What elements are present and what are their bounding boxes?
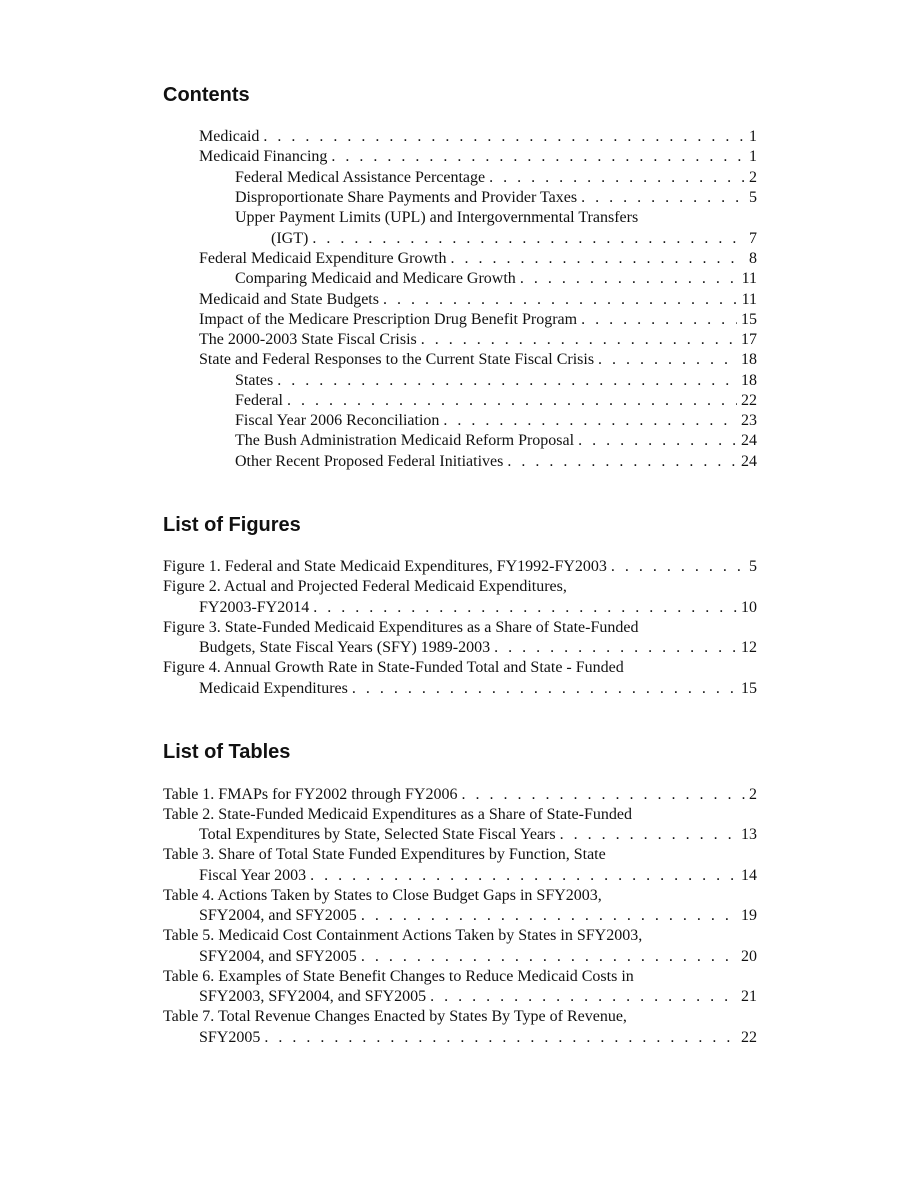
- toc-entry-page: 22: [741, 392, 757, 409]
- figure-entry-text: Figure 1. Federal and State Medicaid Expenditures, FY1992-FY2003: [163, 558, 607, 575]
- toc-entry: [235, 168, 757, 188]
- figure-entry-page: 5: [749, 558, 757, 575]
- figure-entry: [199, 638, 757, 658]
- table-entry-continuation: SFY2003, SFY2004, and SFY2005: [199, 988, 427, 1005]
- figure-entry-continuation: Medicaid Expenditures: [199, 680, 348, 697]
- toc-entry-text: Comparing Medicaid and Medicare Growth: [235, 270, 516, 287]
- table-entry-page: 21: [741, 988, 757, 1005]
- toc-entry-text: Federal Medical Assistance Percentage: [235, 169, 486, 186]
- table-entry-page: 20: [741, 948, 757, 965]
- table-entry: [199, 866, 757, 886]
- toc-entry-page: 18: [741, 372, 757, 389]
- toc-entry: [199, 147, 757, 167]
- leader-dots: [494, 638, 737, 658]
- table-entry-continuation: Fiscal Year 2003: [199, 867, 307, 884]
- table-entry-page: 13: [741, 826, 757, 843]
- leader-dots: [312, 229, 745, 249]
- toc-entry: [235, 188, 757, 208]
- table-entry-continuation: Total Expenditures by State, Selected State Fiscal Years: [199, 826, 556, 843]
- figures-heading: List of Figures: [163, 514, 301, 536]
- toc-entry-page: 2: [749, 169, 757, 186]
- leader-dots: [581, 310, 737, 330]
- table-entry: [199, 825, 757, 845]
- toc-entry-text: Disproportionate Share Payments and Provider Taxes: [235, 189, 578, 206]
- toc-entry-text: States: [235, 372, 274, 389]
- toc-entry-page: 7: [749, 230, 757, 247]
- toc-entry-page: 18: [741, 351, 757, 368]
- toc-entry-text: Federal: [235, 392, 283, 409]
- figure-entry: [199, 679, 757, 699]
- leader-dots: [287, 391, 737, 411]
- leader-dots: [421, 330, 737, 350]
- leader-dots: [263, 127, 745, 147]
- leader-dots: [264, 1028, 737, 1048]
- leader-dots: [520, 269, 738, 289]
- toc-entry-text: Upper Payment Limits (UPL) and Intergovernmental Transfers: [235, 209, 639, 226]
- leader-dots: [611, 557, 745, 577]
- contents-heading: Contents: [163, 84, 250, 106]
- figure-entry-text: Figure 2. Actual and Projected Federal Medicaid Expenditures,: [163, 578, 567, 595]
- table-entry-continuation: SFY2004, and SFY2005: [199, 948, 357, 965]
- leader-dots: [598, 350, 737, 370]
- toc-entry-page: 23: [741, 412, 757, 429]
- table-entry-text: Table 5. Medicaid Cost Containment Actions Taken by States in SFY2003,: [163, 927, 643, 944]
- table-entry-text: Table 4. Actions Taken by States to Close Budget Gaps in SFY2003,: [163, 887, 602, 904]
- toc-entry: [199, 290, 757, 310]
- leader-dots: [489, 168, 745, 188]
- toc-entry-page: 24: [741, 432, 757, 449]
- table-entry: [199, 947, 757, 967]
- tables-heading: List of Tables: [163, 741, 291, 763]
- table-entry-page: 2: [749, 786, 757, 803]
- figure-entry-text: Figure 3. State-Funded Medicaid Expenditures as a Share of State-Funded: [163, 619, 639, 636]
- leader-dots: [361, 947, 737, 967]
- toc-entry-text: The 2000-2003 State Fiscal Crisis: [199, 331, 417, 348]
- toc-entry: [199, 310, 757, 330]
- toc-entry-text: Medicaid: [199, 128, 260, 145]
- toc-entry: [199, 249, 757, 269]
- leader-dots: [450, 249, 745, 269]
- toc-entry: [199, 350, 757, 370]
- figure-entry-page: 10: [741, 599, 757, 616]
- toc-entry-text: Other Recent Proposed Federal Initiatives: [235, 453, 504, 470]
- leader-dots: [443, 411, 737, 431]
- toc-entry-text: Impact of the Medicare Prescription Drug Benefit Program: [199, 311, 578, 328]
- toc-entry-page: 5: [749, 189, 757, 206]
- table-entry-page: 22: [741, 1029, 757, 1046]
- toc-entry-page: 8: [749, 250, 757, 267]
- toc-entry-continuation: (IGT): [271, 230, 309, 247]
- leader-dots: [331, 147, 745, 167]
- table-entry-continuation: SFY2004, and SFY2005: [199, 907, 357, 924]
- toc-entry-page: 11: [741, 270, 757, 287]
- table-entry-continuation: SFY2005: [199, 1029, 261, 1046]
- leader-dots: [383, 290, 738, 310]
- leader-dots: [361, 906, 737, 926]
- toc-entry-text: Medicaid and State Budgets: [199, 291, 379, 308]
- leader-dots: [461, 785, 745, 805]
- leader-dots: [560, 825, 737, 845]
- toc-entry: [271, 229, 757, 249]
- figure-entry-page: 15: [741, 680, 757, 697]
- figure-entry-page: 12: [741, 639, 757, 656]
- table-entry: [163, 785, 757, 805]
- toc-entry: [235, 371, 757, 391]
- table-entry-text: Table 1. FMAPs for FY2002 through FY2006: [163, 786, 458, 803]
- toc-entry-text: Federal Medicaid Expenditure Growth: [199, 250, 447, 267]
- table-entry: [199, 1028, 757, 1048]
- leader-dots: [313, 598, 737, 618]
- figure-entry-text: Figure 4. Annual Growth Rate in State-Funded Total and State - Funded: [163, 659, 624, 676]
- toc-entry: [199, 330, 757, 350]
- table-entry-page: 14: [741, 867, 757, 884]
- toc-entry-text: The Bush Administration Medicaid Reform Proposal: [235, 432, 575, 449]
- table-entry: [199, 906, 757, 926]
- toc-entry-page: 17: [741, 331, 757, 348]
- leader-dots: [430, 987, 737, 1007]
- table-entry-text: Table 7. Total Revenue Changes Enacted by States By Type of Revenue,: [163, 1008, 627, 1025]
- table-entry-text: Table 2. State-Funded Medicaid Expenditures as a Share of State-Funded: [163, 806, 632, 823]
- toc-entry-page: 15: [741, 311, 757, 328]
- toc-entry-text: Medicaid Financing: [199, 148, 328, 165]
- toc-entry-page: 1: [749, 128, 757, 145]
- toc-entry: [235, 411, 757, 431]
- table-entry-text: Table 3. Share of Total State Funded Expenditures by Function, State: [163, 846, 606, 863]
- leader-dots: [352, 679, 737, 699]
- toc-entry: [235, 452, 757, 472]
- table-entry-text: Table 6. Examples of State Benefit Changes to Reduce Medicaid Costs in: [163, 968, 634, 985]
- toc-entry: [235, 391, 757, 411]
- table-entry: [199, 987, 757, 1007]
- figure-entry-continuation: FY2003-FY2014: [199, 599, 310, 616]
- leader-dots: [578, 431, 737, 451]
- leader-dots: [277, 371, 737, 391]
- leader-dots: [507, 452, 737, 472]
- toc-entry: [235, 269, 757, 289]
- toc-entry: [235, 431, 757, 451]
- figure-entry-continuation: Budgets, State Fiscal Years (SFY) 1989-2003: [199, 639, 491, 656]
- toc-entry-page: 11: [741, 291, 757, 308]
- toc-entry-page: 24: [741, 453, 757, 470]
- table-entry-page: 19: [741, 907, 757, 924]
- figure-entry: [163, 557, 757, 577]
- figure-entry: [199, 598, 757, 618]
- leader-dots: [310, 866, 737, 886]
- toc-entry-text: State and Federal Responses to the Current State Fiscal Crisis: [199, 351, 595, 368]
- toc-entry: [199, 127, 757, 147]
- leader-dots: [581, 188, 745, 208]
- toc-entry-text: Fiscal Year 2006 Reconciliation: [235, 412, 440, 429]
- toc-entry-page: 1: [749, 148, 757, 165]
